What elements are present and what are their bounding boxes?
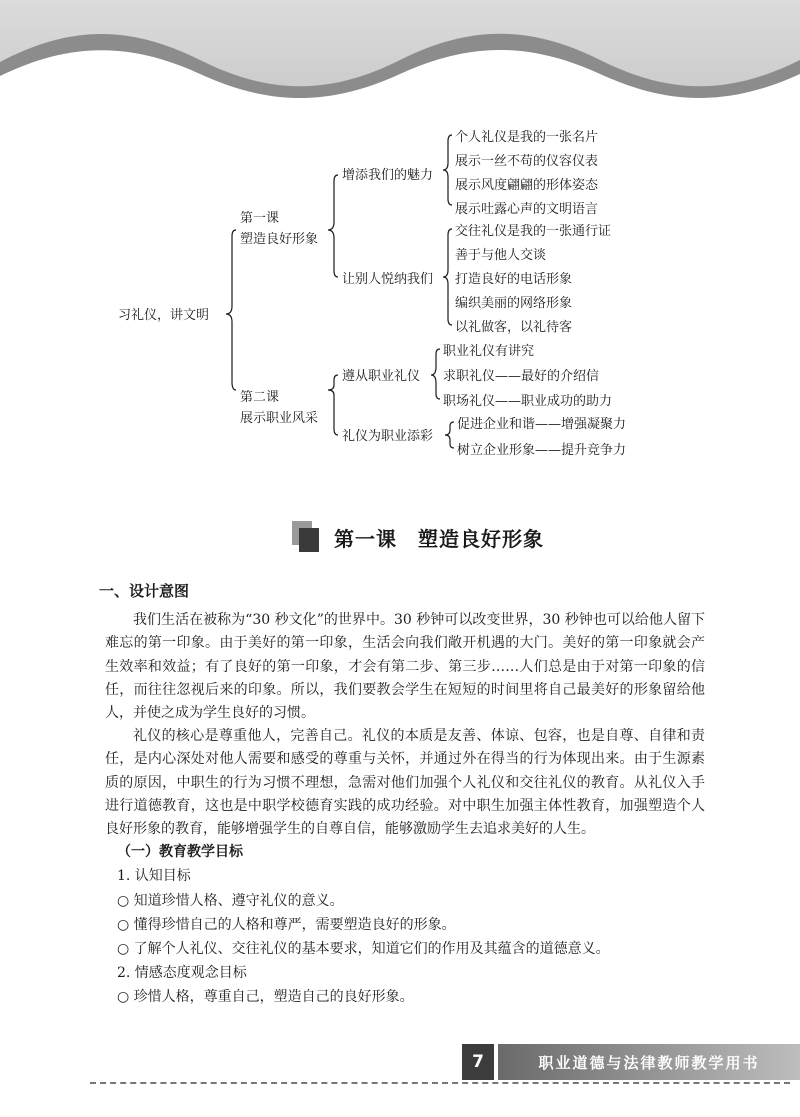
branch1-item: 展示一丝不苟的仪容仪表 — [455, 154, 599, 169]
section-title: 第一课 塑造良好形象 — [334, 526, 544, 551]
lesson2-title: 展示职业风采 — [240, 411, 319, 426]
goal-item: ○ 懂得珍惜自己的人格和尊严，需要塑造良好的形象。 — [117, 916, 456, 933]
branch2-label: 让别人悦纳我们 — [342, 272, 434, 287]
footer-dashed-rule — [90, 1082, 790, 1084]
branch4-bracket — [445, 422, 454, 448]
lesson2-bracket — [328, 375, 338, 435]
branch1-bracket — [443, 135, 452, 205]
map-root: 习礼仪，讲文明 — [118, 308, 210, 323]
root-bracket — [226, 230, 236, 390]
branch3-item: 职业礼仪有讲究 — [443, 344, 535, 359]
branch2-item: 编织美丽的网络形象 — [455, 296, 573, 311]
book-title: 职业道德与法律教师教学用书 — [498, 1044, 800, 1080]
branch2-item: 善于与他人交谈 — [455, 248, 547, 263]
design-heading: 一、设计意图 — [99, 582, 190, 600]
section-heading — [292, 522, 544, 552]
paragraph: 我们生活在被称为“30 秒文化”的世界中。30 秒钟可以改变世界，30 秒钟也可以给他人留下难忘的第一印象。由于美好的第一印象，生活会向我们敞开机遇的大门。美好的第一印象就会产生效率和效益；有了良好的第一印象，才会有第二步、第三步……人们总是由于对第一印象的信任，而往往忽视后来的印象。所以，我们要教会学生在短短的时间里将自己最美好的形象留给他人，并使之成为学生良好的习惯。 — [105, 612, 705, 722]
page-number: 7 — [462, 1044, 494, 1080]
lesson1-bracket — [328, 175, 338, 277]
branch2-item: 交往礼仪是我的一张通行证 — [455, 224, 612, 239]
branch2-bracket — [443, 229, 452, 325]
branch1-label: 增添我们的魅力 — [342, 168, 434, 183]
branch3-item: 求职礼仪——最好的介绍信 — [443, 369, 600, 384]
main-text — [99, 580, 705, 1011]
branch1-item: 个人礼仪是我的一张名片 — [455, 130, 599, 145]
paragraph: 礼仪的核心是尊重他人，完善自己。礼仪的本质是友善、体谅、包容，也是自尊、自律和责任，是内心深处对他人需要和感受的尊重与关怀，并通过外在得当的行为体现出来。由于生源素质的原因，中职生的行为习惯不理想，急需对他们加强个人礼仪和交往礼仪的教育。从礼仪入手进行道德教育，这也是中职学校德育实践的成功经验。对中职生加强主体性教育，加强塑造个人良好形象的教育，能够增强学生的自尊自信，能够激励学生去追求美好的人生。 — [105, 728, 705, 838]
goal-item: ○ 了解个人礼仪、交往礼仪的基本要求，知道它们的作用及其蕴含的道德意义。 — [117, 941, 610, 958]
lesson1-label: 第一课 — [240, 211, 280, 226]
branch3-bracket — [431, 349, 440, 399]
goal-item: ○ 珍惜人格，尊重自己，塑造自己的良好形象。 — [117, 989, 414, 1006]
branch3-label: 遵从职业礼仪 — [342, 369, 421, 384]
concept-map — [0, 110, 800, 480]
branch1-item: 展示风度翩翩的形体姿态 — [455, 178, 599, 193]
branch1-item: 展示吐露心声的文明语言 — [455, 202, 599, 217]
cognitive-heading: 1. 认知目标 — [117, 868, 191, 885]
branch2-item: 打造良好的电话形象 — [455, 272, 573, 287]
branch3-item: 职场礼仪——职业成功的助力 — [443, 394, 613, 409]
branch4-label: 礼仪为职业添彩 — [342, 429, 434, 444]
goals-heading: （一）教育教学目标 — [117, 844, 243, 861]
emotion-heading: 2. 情感态度观念目标 — [117, 965, 247, 982]
branch2-item: 以礼做客，以礼待客 — [455, 320, 573, 335]
branch4-item: 树立企业形象——提升竞争力 — [457, 443, 627, 458]
lesson1-title: 塑造良好形象 — [240, 232, 319, 247]
section-square-icon — [292, 521, 320, 553]
lesson2-label: 第二课 — [240, 390, 280, 405]
goal-item: ○ 知道珍惜人格、遵守礼仪的意义。 — [117, 892, 344, 909]
header-wave-banner — [0, 0, 800, 110]
branch4-item: 促进企业和谐——增强凝聚力 — [457, 417, 627, 432]
